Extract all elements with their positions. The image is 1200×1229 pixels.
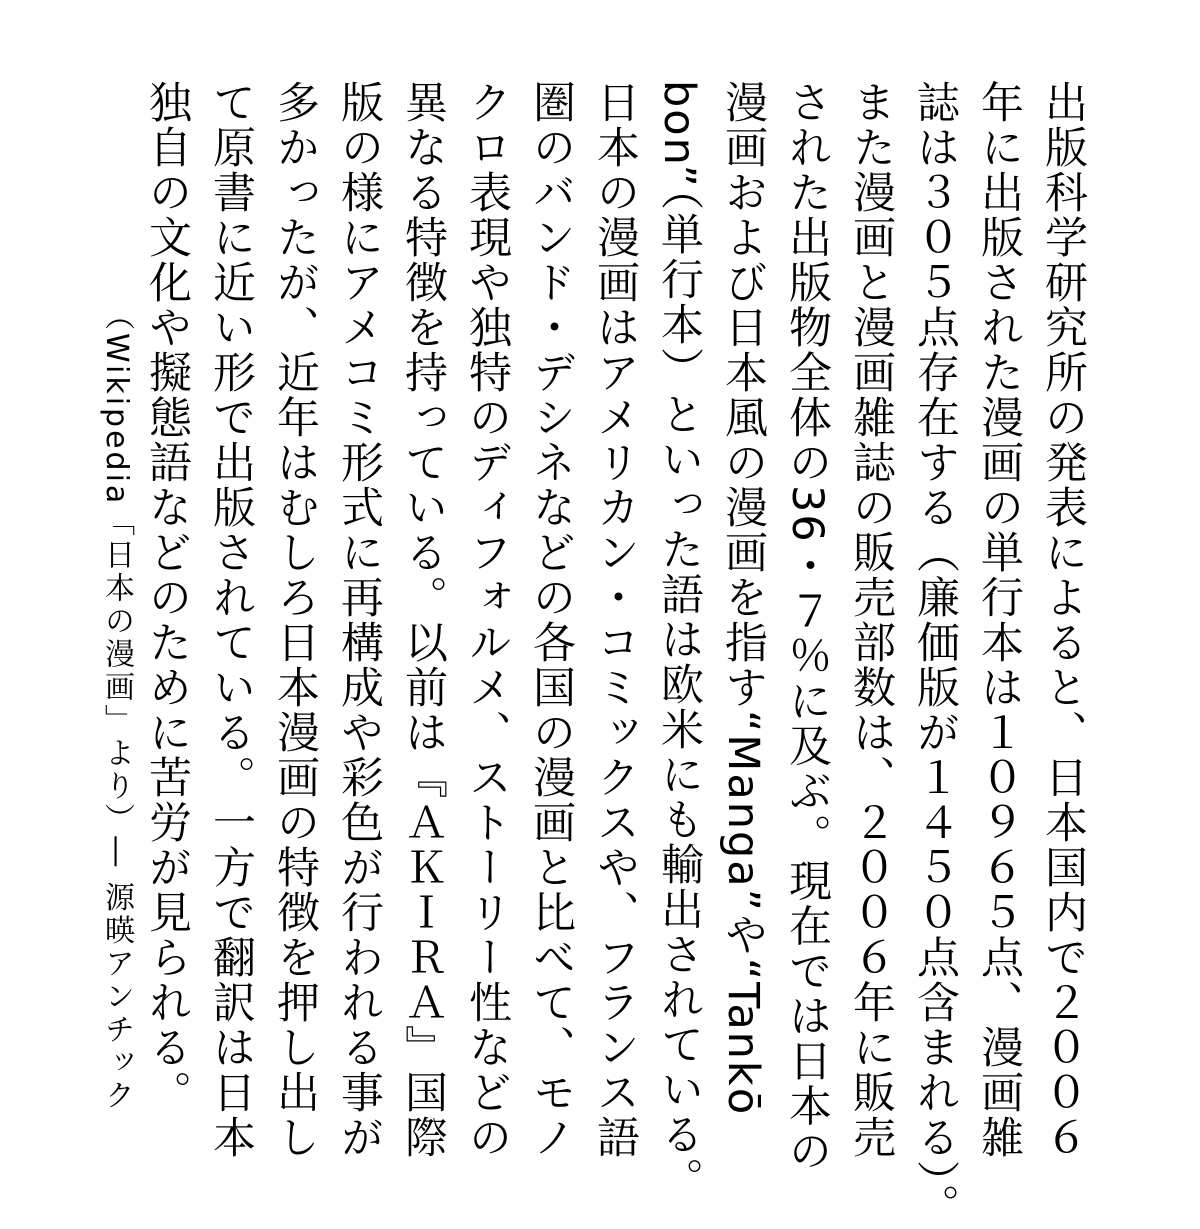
text-column: された出版物全体の36・７％に及ぶ。現在では日本の xyxy=(782,80,832,1174)
attribution-caption: （Wikipedia「日本の漫画」より）― 源暎アンチック xyxy=(99,300,134,1113)
text-column: 多かったが、近年はむしろ日本漫画の特徴を押し出し xyxy=(270,80,320,1160)
text-column: また漫画と漫画雑誌の販売部数は、２００６年に販売 xyxy=(846,80,896,1160)
text-column: 出版科学研究所の発表によると、日本国内で２００６ xyxy=(1038,80,1088,1160)
text-column: 異なる特徴を持っている。以前は『ＡＫＩＲＡ』国際 xyxy=(398,80,448,1160)
text-column: 版の様にアメコミ形式に再構成や彩色が行われる事が xyxy=(334,80,384,1160)
text-column: 誌は３０５点存在する（廉価版が１４５０点含まれる）。 xyxy=(910,80,960,1229)
text-column: クロ表現や独特のディフォルメ、ストーリー性などの xyxy=(462,80,512,1160)
text-column: 漫画および日本風の漫画を指す“Manga”や“Tankō xyxy=(718,80,768,1117)
text-column: 圏のバンド・デシネなどの各国の漫画と比べて、モノ xyxy=(526,80,576,1160)
body-text xyxy=(135,80,1095,1229)
text-column: 独自の文化や擬態語などのために苦労が見られる。 xyxy=(142,80,192,1115)
text-column: bon”（単行本）といった語は欧米にも輸出されている。 xyxy=(654,80,704,1203)
text-column: 年に出版された漫画の単行本は１０９６５点、漫画雑 xyxy=(974,80,1024,1160)
text-column: 日本の漫画はアメリカン・コミックスや、フランス語 xyxy=(590,80,640,1160)
text-column: て原書に近い形で出版されている。一方で翻訳は日本 xyxy=(206,80,256,1160)
